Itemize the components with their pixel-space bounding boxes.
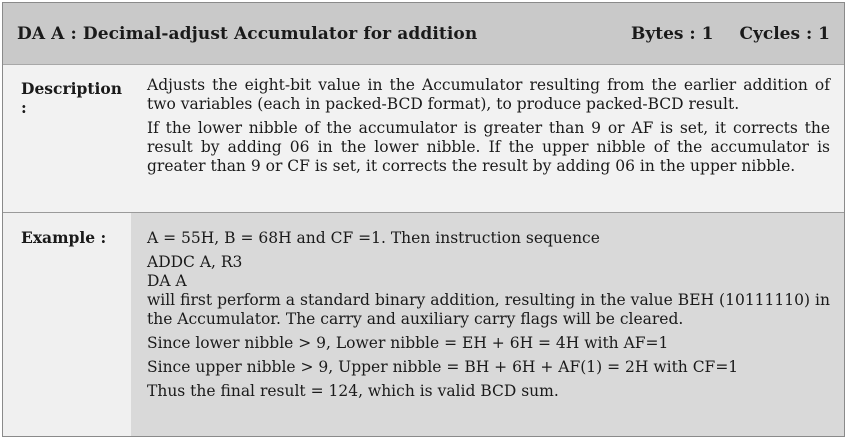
example-line: Thus the final result = 124, which is valid BCD sum. [147, 382, 559, 400]
example-code-line: ADDC A, R3 [147, 253, 243, 271]
instruction-card [2, 2, 845, 437]
example-code-line: DA A [147, 272, 187, 290]
description-body [131, 65, 844, 212]
example-line: Since upper nibble > 9, Upper nibble = BH + 6H + AF(1) = 2H with CF=1 [147, 358, 739, 376]
description-paragraph: Adjusts the eight-bit value in the Accumulator resulting from the earlier addition of two variables (each in packed-BCD format), to produce packed-BCD result. [147, 76, 830, 113]
example-line: will first perform a standard binary addition, resulting in the value BEH (10111110) in the Accumulator. The carry and auxiliary carry flags will be cleared. [147, 291, 830, 328]
example-row [3, 213, 844, 436]
example-label: Example : [3, 213, 131, 436]
bytes-count: Bytes : 1 [631, 23, 714, 44]
description-paragraph: If the lower nibble of the accumulator is greater than 9 or AF is set, it corrects the result by adding 06 in the lower nibble. If the upper nibble of the accumulator is greater than 9 or CF is set, it corrects the result by adding 06 in the upper nibble. [147, 119, 830, 175]
example-body [131, 213, 844, 436]
example-line: Since lower nibble > 9, Lower nibble = EH + 6H = 4H with AF=1 [147, 334, 669, 352]
instruction-meta [631, 24, 830, 44]
cycles-count: Cycles : 1 [739, 23, 830, 44]
instruction-header [3, 3, 844, 65]
instruction-title: DA A : Decimal-adjust Accumulator for addition [17, 23, 478, 44]
example-line: A = 55H, B = 68H and CF =1. Then instruction sequence [147, 229, 600, 247]
description-label: Description : [21, 79, 123, 117]
description-row [3, 65, 844, 213]
